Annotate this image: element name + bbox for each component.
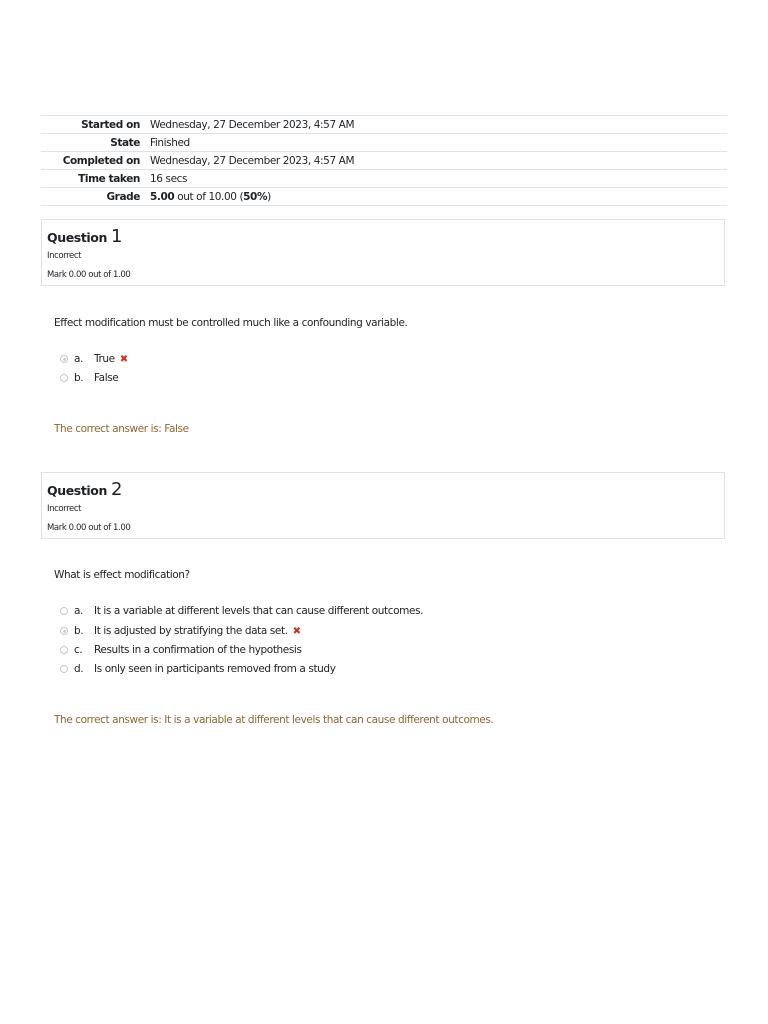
option-text: False <box>94 372 119 384</box>
summary-label: Grade <box>106 190 140 203</box>
radio-icon[interactable] <box>60 374 68 382</box>
grade-out-of: out of 10.00 ( <box>174 190 244 203</box>
right-answer: The correct answer is: False <box>54 423 189 435</box>
question-text: What is effect modification? <box>54 569 190 581</box>
question-label: Question <box>47 230 107 245</box>
answer-option[interactable] <box>60 371 118 385</box>
question-mark: Mark 0.00 out of 1.00 <box>47 523 131 533</box>
question-number: 1 <box>110 226 123 247</box>
answer-option[interactable] <box>60 624 301 638</box>
option-text: It is a variable at different levels that can cause different outcomes. <box>94 605 424 617</box>
summary-row-started <box>41 116 727 134</box>
summary-label: Time taken <box>78 172 140 185</box>
answer-option[interactable] <box>60 662 336 676</box>
question-label: Question <box>47 483 107 498</box>
right-answer: The correct answer is: It is a variable at different levels that can cause different outcomes. <box>54 714 494 726</box>
grade-percent: 50% <box>243 190 268 203</box>
option-letter: b. <box>74 372 84 384</box>
option-letter: c. <box>74 644 83 656</box>
radio-icon[interactable] <box>60 355 68 363</box>
question-number: 2 <box>110 479 123 500</box>
option-text: It is adjusted by stratifying the data set. <box>94 625 288 637</box>
question-title <box>47 479 122 500</box>
question-title <box>47 226 122 247</box>
cross-icon: ✖ <box>292 625 301 637</box>
question-state: Incorrect <box>47 251 82 261</box>
summary-row-state <box>41 134 727 152</box>
option-letter: a. <box>74 605 83 617</box>
summary-value: 16 secs <box>150 172 188 185</box>
summary-label: State <box>110 136 140 149</box>
option-text: Results in a confirmation of the hypothesis <box>94 644 302 656</box>
option-letter: a. <box>74 353 83 365</box>
option-letter: d. <box>74 663 84 675</box>
option-text: True <box>94 353 115 365</box>
summary-label: Completed on <box>62 154 140 167</box>
question-state: Incorrect <box>47 504 82 514</box>
summary-value <box>150 188 727 206</box>
answer-option[interactable] <box>60 643 302 657</box>
summary-row-time-taken <box>41 170 727 188</box>
radio-icon[interactable] <box>60 607 68 615</box>
question-info-2 <box>41 472 725 539</box>
question-text: Effect modification must be controlled much like a confounding variable. <box>54 317 408 329</box>
summary-value: Wednesday, 27 December 2023, 4:57 AM <box>150 154 355 167</box>
summary-row-grade <box>41 188 727 206</box>
radio-icon[interactable] <box>60 646 68 654</box>
summary-value: Finished <box>150 136 190 149</box>
answer-option[interactable] <box>60 604 423 618</box>
radio-icon[interactable] <box>60 627 68 635</box>
summary-value: Wednesday, 27 December 2023, 4:57 AM <box>150 118 355 131</box>
answer-option[interactable] <box>60 352 128 366</box>
option-text: Is only seen in participants removed from a study <box>94 663 336 675</box>
cross-icon: ✖ <box>119 353 128 365</box>
grade-close: ) <box>267 190 271 203</box>
grade-score: 5.00 <box>150 190 175 203</box>
question-mark: Mark 0.00 out of 1.00 <box>47 270 131 280</box>
quiz-summary-table <box>41 115 727 206</box>
option-letter: b. <box>74 625 84 637</box>
summary-row-completed <box>41 152 727 170</box>
summary-label: Started on <box>81 118 140 131</box>
radio-icon[interactable] <box>60 665 68 673</box>
question-info-1 <box>41 219 725 286</box>
